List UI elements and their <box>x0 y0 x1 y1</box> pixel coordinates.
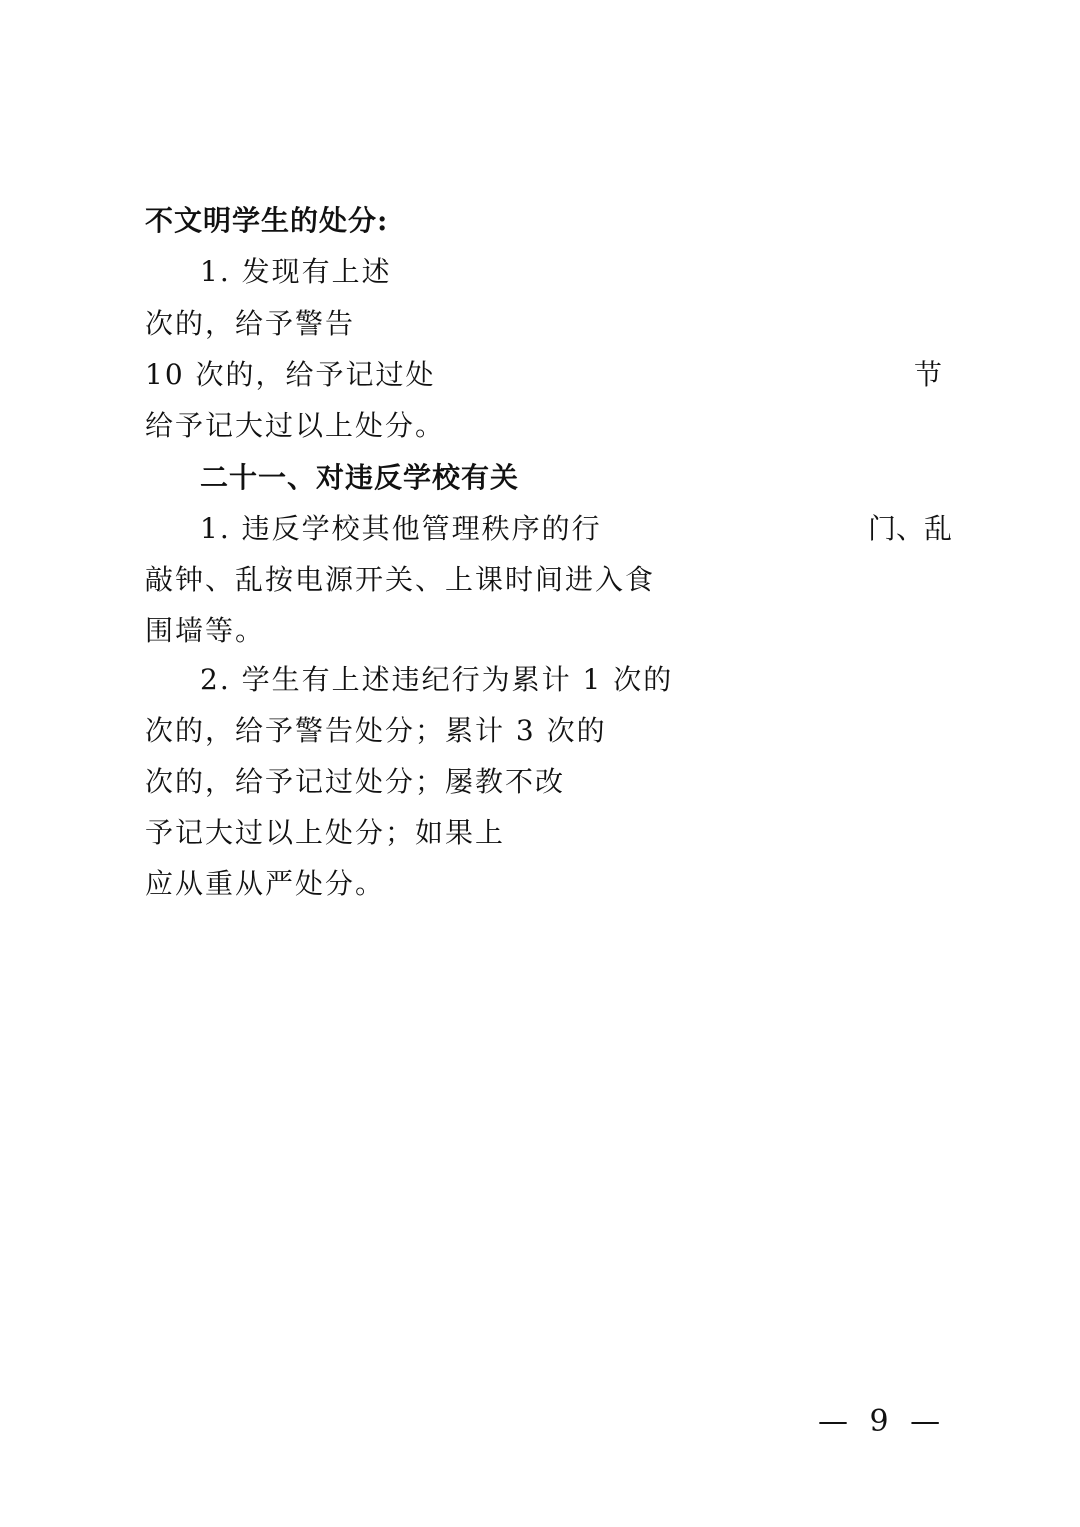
paragraph-1-line-2: 次的，给予警告 <box>145 307 356 340</box>
paragraph-3-line-2: 次的，给予警告处分；累计 3 次的 <box>145 714 607 747</box>
paragraph-2-line-1: 1. 违反学校其他管理秩序的行 <box>200 512 602 545</box>
paragraph-1-line-3-right: 节 <box>914 358 943 391</box>
paragraph-1-line-1: 1. 发现有上述 <box>200 255 392 288</box>
section-heading: 不文明学生的处分: <box>145 204 389 237</box>
section-21-title: 二十一、对违反学校有关 <box>200 461 520 494</box>
paragraph-1-line-4: 给予记大过以上处分。 <box>145 409 446 442</box>
paragraph-3-line-4: 予记大过以上处分；如果上 <box>145 816 506 849</box>
page-number: — 9 — <box>818 1404 947 1439</box>
paragraph-1-line-3: 10 次的，给予记过处 <box>145 358 436 391</box>
paragraph-3-line-3: 次的，给予记过处分；屡教不改 <box>145 765 566 798</box>
paragraph-2-line-1-right: 门、乱 <box>868 512 953 545</box>
paragraph-3-line-1: 2. 学生有上述违纪行为累计 1 次的 <box>200 663 674 696</box>
paragraph-3-line-5: 应从重从严处分。 <box>145 867 386 900</box>
paragraph-2-line-3: 围墙等。 <box>145 614 266 647</box>
paragraph-2-line-2: 敲钟、乱按电源开关、上课时间进入食 <box>145 563 656 596</box>
